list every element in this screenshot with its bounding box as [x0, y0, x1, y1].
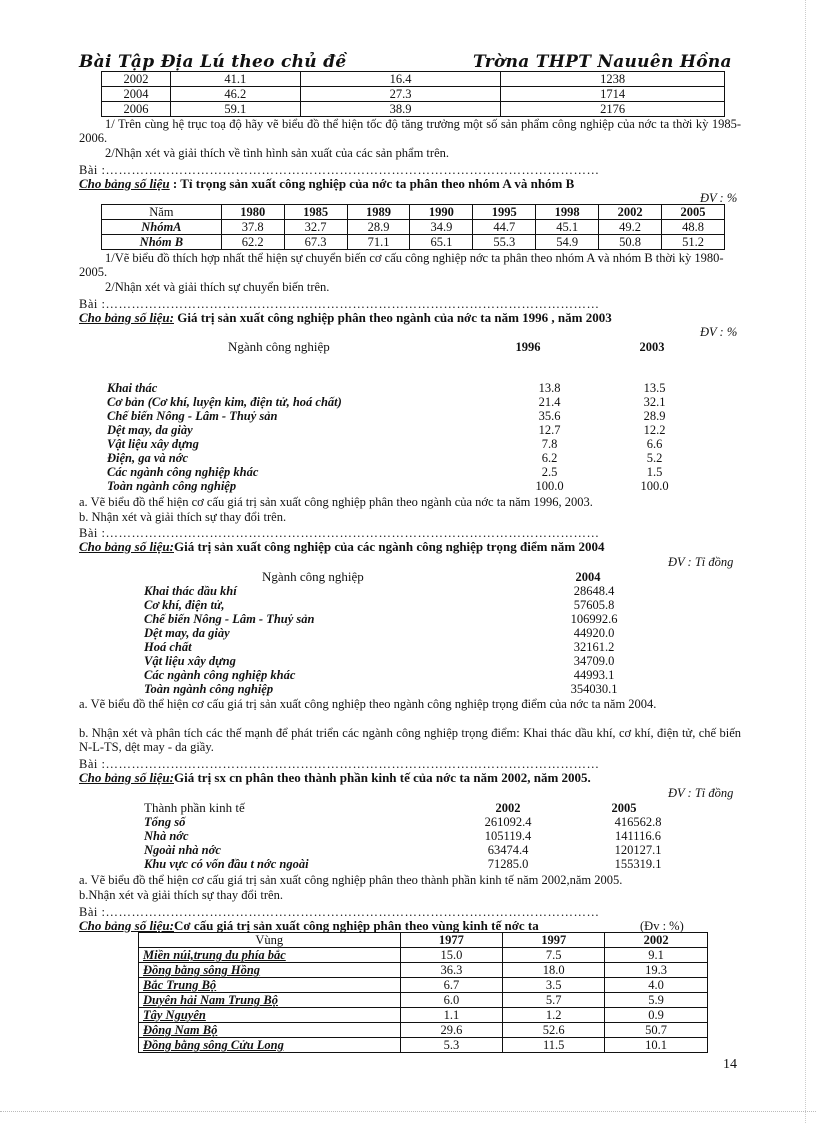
- sec5-bai: Bài :……………………………………………………………………………………………………: [79, 905, 600, 919]
- row-value: 28648.4: [573, 584, 615, 598]
- sec2-title-rest: : Tỉ trọng sản xuất công nghiệp của nớc ta phân theo nhóm A và nhóm B: [169, 176, 575, 191]
- sec5-year-1: 2002: [495, 801, 521, 815]
- sec3-table-body: [107, 381, 707, 493]
- table-cell: 3.5: [503, 978, 605, 993]
- sec5-question-b: b.Nhận xét và giải thích sự thay đổi trên.: [79, 888, 283, 902]
- table-cell: 2002: [102, 72, 171, 87]
- sec6-table-body: [139, 933, 708, 1053]
- sec3-year-2: 2003: [639, 340, 665, 354]
- row-value: 32161.2: [573, 640, 615, 654]
- table-cell: 16.4: [300, 72, 501, 87]
- row-value: 28.9: [643, 409, 666, 423]
- row-value: 261092.4: [484, 815, 532, 829]
- table-row: [144, 682, 644, 696]
- row-label: Các ngành công nghiệp khác: [107, 465, 259, 479]
- sec5-table-body: [144, 815, 704, 871]
- table-row: [107, 479, 707, 493]
- table-cell: 15.0: [400, 948, 503, 963]
- sec3-title-prefix: Cho bảng số liệu:: [79, 310, 174, 325]
- row-value: 155319.1: [614, 857, 662, 871]
- table-header-cell: Năm: [102, 205, 222, 220]
- table-cell: 49.2: [599, 220, 662, 235]
- row-label: Toàn ngành công nghiệp: [144, 682, 274, 696]
- sec2-question-1: 1/Vẽ biểu đồ thích hợp nhất thể hiện sự chuyển biến cơ cấu công nghiệp nớc ta phân theo nhóm A và nhóm B thời kỳ 1980-2005.: [79, 251, 724, 279]
- table-cell: 18.0: [503, 963, 605, 978]
- table-cell: 46.2: [170, 87, 300, 102]
- row-value: 32.1: [643, 395, 666, 409]
- row-value: 21.4: [538, 395, 561, 409]
- table-cell: 6.7: [400, 978, 503, 993]
- table-cell: 6.0: [400, 993, 503, 1008]
- table-cell: 37.8: [221, 220, 284, 235]
- row-value: 44993.1: [573, 668, 615, 682]
- sec3-question-a: a. Vẽ biểu đồ thể hiện cơ cấu giá trị sản xuất công nghiệp phân theo ngành của nớc ta năm 1996, 2003.: [79, 495, 593, 509]
- table-cell: 44.7: [473, 220, 536, 235]
- table-cell: Tây Nguyên: [139, 1008, 401, 1023]
- table-cell: 2004: [102, 87, 171, 102]
- table-header-cell: 1995: [473, 205, 536, 220]
- sec2-table-body: [102, 205, 725, 250]
- table-cell: 36.3: [400, 963, 503, 978]
- table-cell: 2006: [102, 102, 171, 117]
- sec2-title-prefix: Cho bảng số liệu: [79, 176, 170, 191]
- header-left: Bài Tập Địa Lú theo chủ đề: [79, 52, 347, 72]
- table-cell: 2176: [501, 102, 725, 117]
- row-label: Cơ khí, điện tử,: [144, 598, 225, 612]
- table-cell: 67.3: [284, 235, 347, 250]
- table-header-row: [139, 933, 708, 948]
- table-row: [139, 1023, 708, 1038]
- sec1-question-1: 1/ Trên cùng hệ trục toạ độ hãy vẽ biểu đồ thể hiện tốc độ tăng trưởng một số sản phẩm công nghiệp của nớc ta thời kỳ 1985-2006.: [79, 117, 741, 145]
- table-row: [107, 451, 707, 465]
- table-header-cell: 1985: [284, 205, 347, 220]
- table-cell: 51.2: [662, 235, 725, 250]
- table-header-cell: 1998: [536, 205, 599, 220]
- row-value: 6.6: [646, 437, 663, 451]
- table-cell: 34.9: [410, 220, 473, 235]
- table-header-cell: 1980: [221, 205, 284, 220]
- sec1-question-2: 2/Nhận xét và giải thích về tình hình sản xuất của các sản phẩm trên.: [105, 146, 449, 160]
- row-value: 416562.8: [614, 815, 662, 829]
- table-cell: 71.1: [347, 235, 410, 250]
- sec4-question-b: b. Nhận xét và phân tích các thế mạnh để phát triển các ngành công nghiệp trọng điểm: Khai thác dầu khí, cơ khí, điện tử, chế biến N-L-TS, dệt may - da giầy.: [79, 726, 741, 754]
- table-header-cell: 1997: [503, 933, 605, 948]
- row-value: 1.5: [646, 465, 663, 479]
- row-label: Điện, ga và nớc: [107, 451, 189, 465]
- row-label: Dệt may, da giày: [144, 626, 230, 640]
- table-cell: 1.1: [400, 1008, 503, 1023]
- table-cell: 65.1: [410, 235, 473, 250]
- sec4-title-prefix: Cho bảng số liệu:: [79, 539, 174, 554]
- table-cell: 5.3: [400, 1038, 503, 1053]
- sec3-bai: Bài :……………………………………………………………………………………………………: [79, 526, 600, 540]
- table-header-cell: 1989: [347, 205, 410, 220]
- table-cell: Đồng bằng sông Cửu Long: [139, 1038, 401, 1053]
- table-row: [144, 584, 644, 598]
- sec4-title-rest: Giá trị sản xuất công nghiệp của các ngành công nghiệp trọng điểm năm 2004: [174, 539, 605, 554]
- sec2-title: [79, 177, 574, 192]
- row-value: 57605.8: [573, 598, 615, 612]
- row-label: Tổng số: [144, 815, 186, 829]
- row-label: Hoá chất: [144, 640, 192, 654]
- table-cell: Miền núi,trung du phía bắc: [139, 948, 401, 963]
- table-cell: 38.9: [300, 102, 501, 117]
- table-cell: 5.7: [503, 993, 605, 1008]
- table-row: [102, 87, 725, 102]
- sec1-bai: Bài :……………………………………………………………………………………………………: [79, 163, 600, 177]
- sec6-title-prefix: Cho bảng số liệu:: [79, 918, 174, 933]
- table-cell: 54.9: [536, 235, 599, 250]
- table-row: [107, 395, 707, 409]
- row-value: 12.2: [643, 423, 666, 437]
- table-cell: 62.2: [221, 235, 284, 250]
- table-row: [144, 640, 644, 654]
- table-cell: 50.7: [605, 1023, 708, 1038]
- table-row: [144, 598, 644, 612]
- sec4-table-body: [144, 584, 644, 696]
- top-table: [101, 71, 725, 117]
- table-cell: 48.8: [662, 220, 725, 235]
- table-cell: 4.0: [605, 978, 708, 993]
- row-label: Vật liệu xây dựng: [107, 437, 199, 451]
- table-cell: Đồng bằng sông Hồng: [139, 963, 401, 978]
- sec4-unit: ĐV : Tỉ đồng: [668, 555, 734, 569]
- table-row: [102, 235, 725, 250]
- page-bottom-divider: [0, 1111, 816, 1112]
- sec3-table: [107, 381, 707, 493]
- sec2-table: [101, 204, 725, 250]
- table-row: [139, 1008, 708, 1023]
- sec2-bai: Bài :……………………………………………………………………………………………………: [79, 297, 600, 311]
- table-cell: 7.5: [503, 948, 605, 963]
- sec5-question-a: a. Vẽ biểu đồ thể hiện cơ cấu giá trị sản xuất công nghiệp phân theo thành phần kinh tế năm 2002,năm 2005.: [79, 873, 623, 887]
- table-row: [139, 948, 708, 963]
- table-row: [144, 654, 644, 668]
- table-cell: 41.1: [170, 72, 300, 87]
- sec3-title-rest: Giá trị sản xuất công nghiệp phân theo ngành của nớc ta năm 1996 , năm 2003: [174, 310, 612, 325]
- table-cell: 50.8: [599, 235, 662, 250]
- table-cell: 0.9: [605, 1008, 708, 1023]
- table-row: [107, 465, 707, 479]
- row-value: 44920.0: [573, 626, 615, 640]
- sec4-title: [79, 540, 605, 555]
- table-row: [139, 963, 708, 978]
- page-right-guide: [805, 0, 806, 1123]
- row-label: Dệt may, da giày: [107, 423, 193, 437]
- sec5-title: [79, 771, 591, 786]
- table-header-cell: 1990: [410, 205, 473, 220]
- table-header-cell: 1977: [400, 933, 503, 948]
- row-label: Khai thác dầu khí: [144, 584, 237, 598]
- table-cell: NhómA: [102, 220, 222, 235]
- top-table-body: [102, 72, 725, 117]
- table-row: [139, 978, 708, 993]
- table-row: [102, 220, 725, 235]
- sec3-col-header: Ngành công nghiệp: [228, 339, 330, 354]
- sec4-year: 2004: [575, 570, 601, 584]
- row-value: 141116.6: [615, 829, 661, 843]
- row-label: Khai thác: [107, 381, 158, 395]
- table-cell: 19.3: [605, 963, 708, 978]
- sec4-table: [144, 584, 644, 696]
- sec6-table: [138, 932, 708, 1053]
- row-label: Các ngành công nghiệp khác: [144, 668, 296, 682]
- table-row: [144, 612, 644, 626]
- table-cell: 5.9: [605, 993, 708, 1008]
- table-cell: 55.3: [473, 235, 536, 250]
- sec5-unit: ĐV : Tỉ đồng: [668, 786, 734, 800]
- sec3-question-b: b. Nhận xét và giải thích sự thay đổi trên.: [79, 510, 287, 524]
- sec2-question-2: 2/Nhận xét và giải thích sự chuyển biến trên.: [105, 280, 330, 294]
- sec3-title: [79, 311, 612, 326]
- row-value: 12.7: [538, 423, 561, 437]
- row-value: 354030.1: [570, 682, 618, 696]
- sec5-year-2: 2005: [611, 801, 637, 815]
- table-cell: Bắc Trung Bộ: [139, 978, 401, 993]
- row-value: 35.6: [538, 409, 561, 423]
- header-right: Trờna THPT Nauuên Hồna: [473, 52, 732, 72]
- sec2-unit: ĐV : %: [700, 191, 738, 205]
- table-cell: 27.3: [300, 87, 501, 102]
- table-header-cell: 2005: [662, 205, 725, 220]
- table-cell: 59.1: [170, 102, 300, 117]
- row-value: 2.5: [541, 465, 558, 479]
- table-cell: 28.9: [347, 220, 410, 235]
- table-header-cell: Vùng: [139, 933, 401, 948]
- table-header-cell: 2002: [599, 205, 662, 220]
- row-value: 120127.1: [614, 843, 662, 857]
- row-label: Nhà nớc: [144, 829, 189, 843]
- row-value: 105119.4: [484, 829, 532, 843]
- table-row: [144, 668, 644, 682]
- row-value: 34709.0: [573, 654, 615, 668]
- row-value: 13.8: [538, 381, 561, 395]
- sec5-title-rest: Giá trị sx cn phân theo thành phần kinh tế của nớc ta năm 2002, năm 2005.: [174, 770, 591, 785]
- sec5-col-header: Thành phần kinh tế: [144, 800, 245, 815]
- table-cell: Duyên hải Nam Trung Bộ: [139, 993, 401, 1008]
- sec5-table: [144, 815, 704, 871]
- table-cell: Nhóm B: [102, 235, 222, 250]
- row-value: 13.5: [643, 381, 666, 395]
- table-cell: 52.6: [503, 1023, 605, 1038]
- table-cell: 45.1: [536, 220, 599, 235]
- row-value: 100.0: [535, 479, 564, 493]
- page-number: 14: [723, 1057, 737, 1072]
- sec3-year-1: 1996: [515, 340, 541, 354]
- row-label: Cơ bản (Cơ khí, luyện kim, điện tử, hoá chất): [107, 395, 342, 409]
- table-row: [144, 843, 704, 857]
- table-row: [144, 815, 704, 829]
- sec6-title-rest: Cơ cấu giá trị sản xuất công nghiệp phân theo vùng kinh tế nớc ta: [174, 918, 539, 933]
- row-label: Vật liệu xây dựng: [144, 654, 236, 668]
- table-row: [102, 102, 725, 117]
- table-cell: 11.5: [503, 1038, 605, 1053]
- sec5-title-prefix: Cho bảng số liệu:: [79, 770, 174, 785]
- row-label: Chế biến Nông - Lâm - Thuỷ sản: [107, 409, 278, 423]
- table-cell: 32.7: [284, 220, 347, 235]
- table-row: [144, 626, 644, 640]
- table-row: [107, 381, 707, 395]
- table-cell: 1714: [501, 87, 725, 102]
- table-cell: 1.2: [503, 1008, 605, 1023]
- table-header-cell: 2002: [605, 933, 708, 948]
- sec4-col-header: Ngành công nghiệp: [262, 569, 364, 584]
- table-cell: 10.1: [605, 1038, 708, 1053]
- table-cell: 9.1: [605, 948, 708, 963]
- row-label: Ngoài nhà nớc: [144, 843, 221, 857]
- row-value: 100.0: [640, 479, 669, 493]
- sec4-bai: Bài :……………………………………………………………………………………………………: [79, 757, 600, 771]
- table-cell: 29.6: [400, 1023, 503, 1038]
- sec4-question-a: a. Vẽ biểu đồ thể hiện cơ cấu giá trị sản xuất công nghiệp theo ngành công nghiệp trọng điểm của nớc ta năm 2004.: [79, 697, 657, 711]
- table-row: [102, 72, 725, 87]
- table-row: [107, 409, 707, 423]
- row-label: Chế biến Nông - Lâm - Thuỷ sản: [144, 612, 315, 626]
- row-label: Khu vực có vốn đầu t nớc ngoài: [144, 857, 309, 871]
- table-row: [107, 423, 707, 437]
- row-value: 6.2: [541, 451, 558, 465]
- table-row: [107, 437, 707, 451]
- row-value: 71285.0: [487, 857, 529, 871]
- table-row: [139, 1038, 708, 1053]
- row-value: 106992.6: [570, 612, 618, 626]
- table-cell: Đông Nam Bộ: [139, 1023, 401, 1038]
- row-value: 63474.4: [487, 843, 529, 857]
- table-cell: 1238: [501, 72, 725, 87]
- row-value: 7.8: [541, 437, 558, 451]
- row-label: Toàn ngành công nghiệp: [107, 479, 237, 493]
- sec3-unit: ĐV : %: [700, 325, 738, 339]
- table-row: [144, 857, 704, 871]
- table-row: [139, 993, 708, 1008]
- sec6-unit: (Đv : %): [640, 919, 684, 933]
- table-row: [144, 829, 704, 843]
- table-header-row: [102, 205, 725, 220]
- row-value: 5.2: [646, 451, 663, 465]
